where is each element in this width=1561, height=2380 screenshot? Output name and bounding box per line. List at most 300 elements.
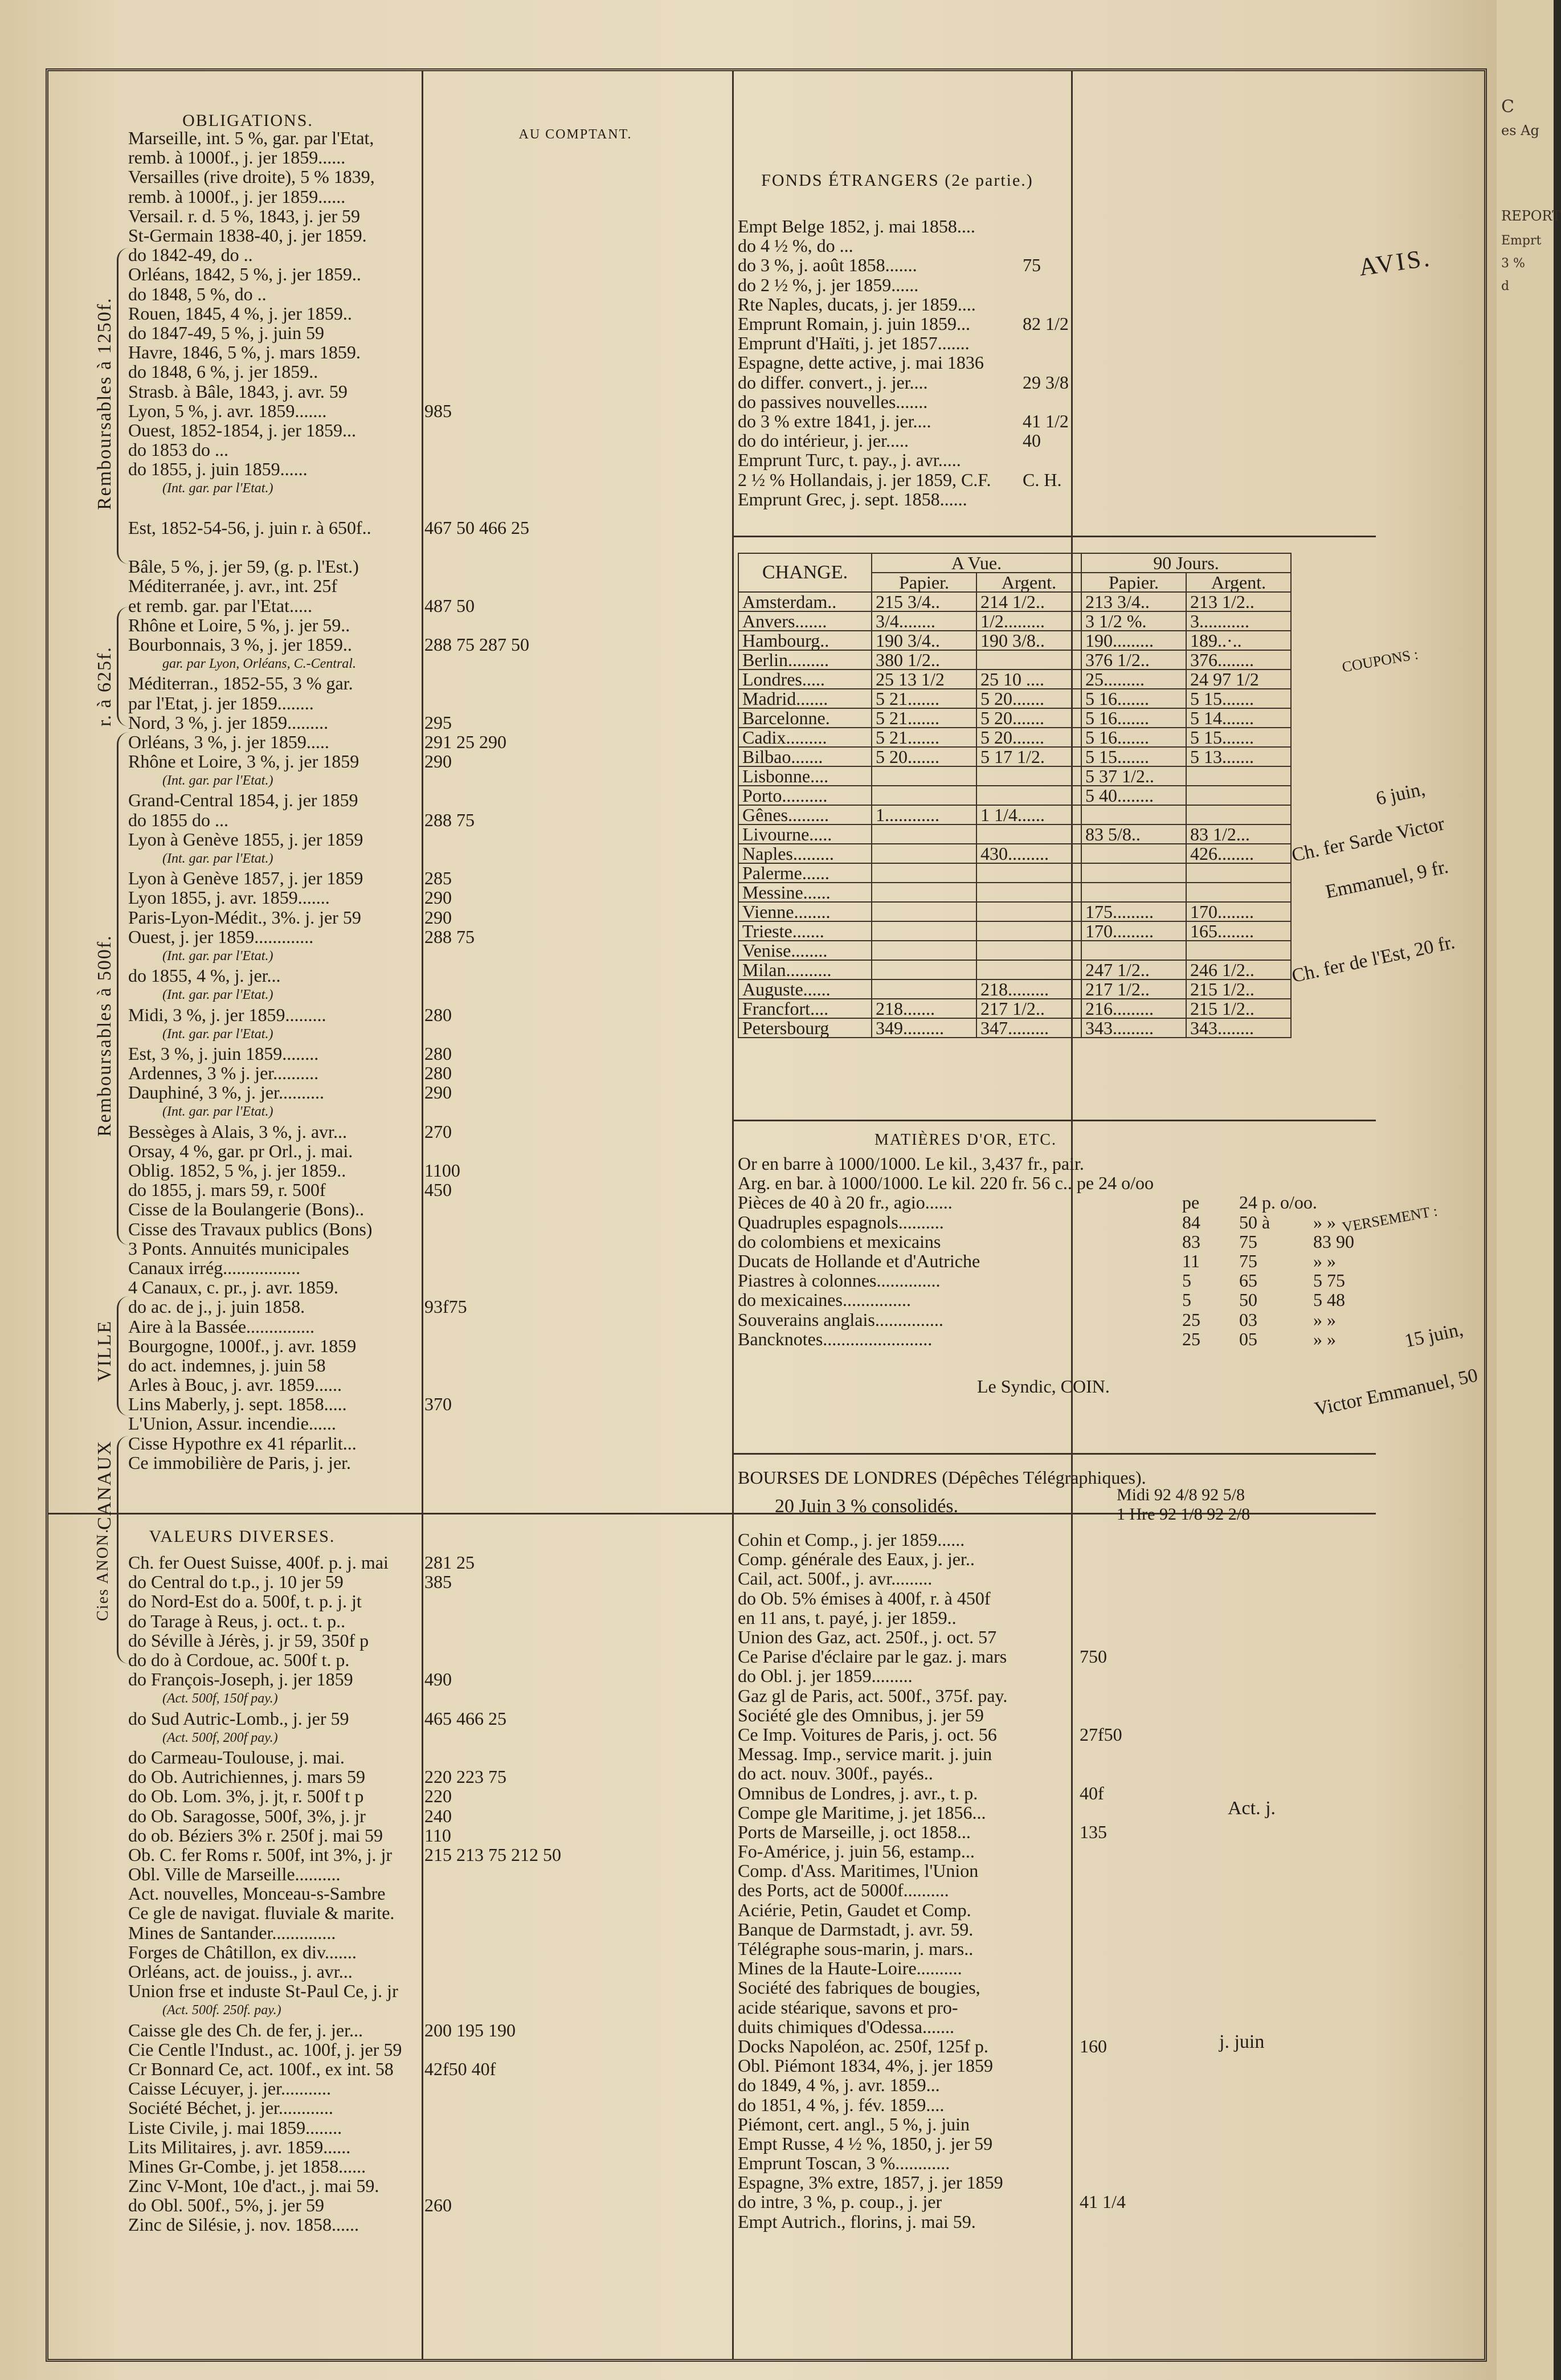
row-label: Ch. fer Ouest Suisse, 400f. p. j. mai bbox=[128, 1552, 389, 1573]
row-label: Bâle, 5 %, j. jer 59, (g. p. l'Est.) bbox=[128, 556, 359, 577]
row-label: Cisse des Travaux publics (Bons) bbox=[128, 1218, 373, 1239]
obligation-row bbox=[128, 206, 732, 226]
matiere-cell: 25 bbox=[1182, 1309, 1200, 1330]
row-label: Lyon à Genève 1857, j. jer 1859 bbox=[128, 868, 363, 889]
row-label: Empt Autrich., florins, j. mai 59. bbox=[738, 2211, 976, 2232]
fonds-row bbox=[738, 431, 1091, 450]
au-comptant-header: AU COMPTANT. bbox=[518, 127, 632, 142]
avis-title: AVIS. bbox=[1357, 243, 1433, 281]
row-label: Bourbonnais, 3 %, j. jer 1859.. bbox=[128, 634, 352, 655]
row-label: des Ports, act de 5000f.......... bbox=[738, 1880, 949, 1901]
row-label: do 1847-49, 5 %, j. juin 59 bbox=[128, 322, 324, 343]
row-label: Ce gle de navigat. fluviale & marite. bbox=[128, 1903, 395, 1924]
change-rate: 5 21....... bbox=[872, 728, 976, 747]
change-rate: 215 3/4.. bbox=[872, 592, 976, 611]
change-row bbox=[738, 708, 1291, 728]
row-price: 160 bbox=[1080, 2035, 1107, 2056]
row-label: (Int. gar. par l'Etat.) bbox=[162, 987, 273, 1003]
matiere-row bbox=[738, 1290, 1364, 1309]
matiere-cell: 03 bbox=[1239, 1309, 1257, 1330]
fonds-etrangers-list bbox=[738, 217, 1091, 509]
divers-row bbox=[738, 1978, 1364, 1997]
row-label: Cohin et Comp., j. jer 1859...... bbox=[738, 1529, 965, 1550]
row-label: Marseille, int. 5 %, gar. par l'Etat, bbox=[128, 128, 374, 149]
row-label: Caisse Lécuyer, j. jer........... bbox=[128, 2078, 331, 2099]
row-label: acide stéarique, savons et pro- bbox=[738, 1997, 958, 2018]
row-price: 220 bbox=[424, 1786, 452, 1807]
change-rate: 5 17 1/2. bbox=[976, 747, 1081, 766]
change-rate: 190 3/8.. bbox=[976, 631, 1081, 650]
argent-header: Argent. bbox=[976, 573, 1081, 592]
change-rate: 247 1/2.. bbox=[1081, 960, 1186, 979]
row-price: 1100 bbox=[424, 1160, 460, 1181]
row-label: do Ob. 5% émises à 400f, r. à 450f bbox=[738, 1587, 991, 1609]
matiere-cell: 05 bbox=[1239, 1328, 1257, 1349]
row-label: do do à Cordoue, ac. 500f t. p. bbox=[128, 1650, 350, 1671]
obligation-row bbox=[128, 187, 732, 206]
obligation-row bbox=[128, 673, 732, 693]
change-rate: 426........ bbox=[1186, 844, 1291, 863]
adjacent-page-strip bbox=[1497, 0, 1561, 2380]
change-rate: 214 1/2.. bbox=[976, 592, 1081, 611]
valeur-row bbox=[128, 1728, 732, 1748]
change-rate bbox=[976, 902, 1081, 921]
change-rate: 5 20....... bbox=[976, 728, 1081, 747]
change-city: Berlin......... bbox=[738, 650, 872, 669]
row-price: 288 75 bbox=[424, 926, 475, 947]
matieres-list bbox=[738, 1154, 1364, 1349]
obligation-row bbox=[128, 1336, 732, 1356]
row-price: 985 bbox=[424, 400, 452, 421]
row-label: do act. indemnes, j. juin 58 bbox=[128, 1354, 326, 1375]
change-row bbox=[738, 960, 1291, 979]
row-label: Emprunt Grec, j. sept. 1858...... bbox=[738, 488, 967, 509]
bourses-1h: 1 Hre 92 1/8 92 2/8 bbox=[1117, 1505, 1251, 1524]
row-label: Ce immobilière de Paris, j. jer. bbox=[128, 1452, 352, 1473]
obligation-row bbox=[128, 732, 732, 752]
row-label: Ce Imp. Voitures de Paris, j. oct. 56 bbox=[738, 1724, 997, 1745]
valeur-row bbox=[128, 2079, 732, 2098]
change-rate bbox=[872, 883, 976, 902]
row-label: Rte Naples, ducats, j. jer 1859.... bbox=[738, 293, 976, 315]
obligation-row bbox=[128, 1044, 732, 1063]
brace bbox=[117, 1296, 129, 1416]
versement-date: 15 juin, bbox=[1403, 1318, 1465, 1352]
column-divider bbox=[732, 71, 734, 2359]
change-row bbox=[738, 650, 1291, 669]
cies-anon-label: Cies ANON. bbox=[94, 1528, 112, 1621]
row-label: (Int. gar. par l'Etat.) bbox=[162, 773, 273, 789]
quotation-frame bbox=[46, 68, 1487, 2362]
divers-row bbox=[738, 1666, 1364, 1685]
row-label: Société Béchet, j. jer............ bbox=[128, 2097, 333, 2118]
change-city: Auguste...... bbox=[738, 979, 872, 999]
obligation-row bbox=[128, 499, 732, 518]
row-label: Rouen, 1845, 4 %, j. jer 1859.. bbox=[128, 303, 352, 324]
matiere-row bbox=[738, 1251, 1364, 1271]
change-rate: 218....... bbox=[872, 999, 976, 1018]
matiere-row bbox=[738, 1329, 1364, 1349]
row-label: Orléans, 3 %, j. jer 1859..... bbox=[128, 731, 329, 752]
row-label: Lyon à Genève 1855, j. jer 1859 bbox=[128, 828, 363, 850]
row-label: 2 ½ % Hollandais, j. jer 1859, C.F. bbox=[738, 469, 991, 490]
matiere-cell: 83 90 bbox=[1313, 1231, 1354, 1252]
row-label: Mines de la Haute-Loire.......... bbox=[738, 1958, 962, 1979]
obligation-row bbox=[128, 1063, 732, 1083]
obligation-row bbox=[128, 557, 732, 576]
row-label: remb. à 1000f., j. jer 1859...... bbox=[128, 186, 346, 207]
row-label: Aciérie, Petin, Gaudet et Comp. bbox=[738, 1899, 971, 1920]
valeur-row bbox=[128, 1962, 732, 1981]
row-label: do Sud Autric-Lomb., j. jer 59 bbox=[128, 1708, 349, 1729]
row-label: L'Union, Assur. incendie...... bbox=[128, 1413, 336, 1434]
divers-row bbox=[738, 2036, 1364, 2056]
matiere-cell: 5 75 bbox=[1313, 1270, 1345, 1291]
change-row bbox=[738, 592, 1291, 611]
change-rate bbox=[1186, 805, 1291, 824]
versement-label: VERSEMENT : bbox=[1341, 1202, 1439, 1236]
row-price: 200 195 190 bbox=[424, 2019, 516, 2040]
matiere-cell: » » bbox=[1313, 1328, 1336, 1349]
change-rate: 5 20....... bbox=[872, 747, 976, 766]
change-rate: 24 97 1/2 bbox=[1186, 669, 1291, 689]
divers-row bbox=[738, 2134, 1364, 2153]
change-rate: 246 1/2.. bbox=[1186, 960, 1291, 979]
row-label: Espagne, 3% extre, 1857, j. jer 1859 bbox=[738, 2172, 1003, 2193]
valeur-row bbox=[128, 1786, 732, 1806]
change-row bbox=[738, 883, 1291, 902]
obligation-row bbox=[128, 1277, 732, 1297]
matiere-cell: 25 bbox=[1182, 1328, 1200, 1349]
coupons-label: COUPONS : bbox=[1341, 646, 1420, 676]
change-rate: 5 13....... bbox=[1186, 747, 1291, 766]
matiere-cell: Bancknotes........................ bbox=[738, 1328, 933, 1349]
change-rate: 5 16....... bbox=[1081, 708, 1186, 728]
matiere-cell: 75 bbox=[1239, 1231, 1257, 1252]
row-price: 75 bbox=[1023, 255, 1041, 276]
row-label: do 1855 do ... bbox=[128, 809, 228, 830]
divers-row bbox=[738, 2114, 1364, 2134]
change-city: Livourne..... bbox=[738, 824, 872, 844]
syndic-signature: Le Syndic, COIN. bbox=[977, 1376, 1110, 1397]
row-price: 290 bbox=[424, 751, 452, 772]
row-price: 750 bbox=[1080, 1646, 1107, 1667]
change-city: Anvers....... bbox=[738, 611, 872, 631]
row-price: 385 bbox=[424, 1571, 452, 1593]
bourses-midi: Midi 92 4/8 92 5/8 bbox=[1117, 1485, 1245, 1504]
row-price: 40f bbox=[1080, 1782, 1104, 1803]
obligation-row bbox=[128, 927, 732, 946]
row-label: Ports de Marseille, j. oct 1858... bbox=[738, 1821, 971, 1842]
obligation-row bbox=[128, 1297, 732, 1316]
row-label: Lits Militaires, j. avr. 1859...... bbox=[128, 2136, 351, 2157]
row-label: Rhône et Loire, 3 %, j. jer 1859 bbox=[128, 751, 359, 772]
change-rate: 217 1/2.. bbox=[976, 999, 1081, 1018]
divers-row bbox=[738, 2095, 1364, 2114]
change-rate: 5 37 1/2.. bbox=[1081, 766, 1186, 786]
matiere-cell: Arg. en bar. à 1000/1000. Le kil. 220 fr. 56 c.. pe 24 o/oo bbox=[738, 1173, 1154, 1194]
obligation-row bbox=[128, 985, 732, 1005]
row-label: Versailles (rive droite), 5 % 1839, bbox=[128, 166, 375, 187]
row-label: (Int. gar. par l'Etat.) bbox=[162, 481, 273, 496]
obligation-row bbox=[128, 148, 732, 167]
matiere-cell: 75 bbox=[1239, 1251, 1257, 1272]
valeur-row bbox=[128, 2195, 732, 2215]
change-rate: 215 1/2.. bbox=[1186, 999, 1291, 1018]
row-price: 135 bbox=[1080, 1821, 1107, 1842]
divers-row bbox=[738, 2173, 1364, 2192]
obligation-row bbox=[128, 868, 732, 888]
change-title: CHANGE. bbox=[738, 553, 872, 592]
change-city: Trieste....... bbox=[738, 921, 872, 941]
bourses-consolides: 20 Juin 3 % consolidés. bbox=[775, 1496, 959, 1517]
change-rate: 216......... bbox=[1081, 999, 1186, 1018]
row-label: Union des Gaz, act. 250f., j. oct. 57 bbox=[738, 1627, 997, 1648]
row-label: Mines Gr-Combe, j. jet 1858...... bbox=[128, 2156, 366, 2177]
divers-row bbox=[738, 1627, 1364, 1647]
change-rate: 215 1/2.. bbox=[1186, 979, 1291, 999]
row-label: (Act. 500f, 200f pay.) bbox=[162, 1730, 278, 1745]
row-label: Aire à la Bassée............... bbox=[128, 1316, 315, 1337]
matiere-cell: » » bbox=[1313, 1211, 1336, 1232]
obligation-row bbox=[128, 752, 732, 771]
row-label: do 3 % extre 1841, j. jer.... bbox=[738, 410, 931, 431]
row-label: do Tarage à Reus, j. oct.. t. p.. bbox=[128, 1610, 346, 1631]
change-rate: 83 1/2... bbox=[1186, 824, 1291, 844]
row-label: do Ob. Lom. 3%, j. jt, r. 500f t p bbox=[128, 1786, 364, 1807]
change-row bbox=[738, 786, 1291, 805]
valeur-row bbox=[128, 2137, 732, 2157]
change-rate bbox=[976, 786, 1081, 805]
row-label: Obl. Piémont 1834, 4%, j. jer 1859 bbox=[738, 2055, 993, 2076]
row-label: Docks Napoléon, ac. 250f, 125f p. bbox=[738, 2035, 988, 2056]
fonds-row bbox=[738, 295, 1091, 314]
papier-header: Papier. bbox=[1081, 573, 1186, 592]
matiere-row bbox=[738, 1193, 1364, 1212]
valeur-row bbox=[128, 2001, 732, 2020]
row-price: 487 50 bbox=[424, 595, 475, 616]
change-city: Messine...... bbox=[738, 883, 872, 902]
valeur-row bbox=[128, 1689, 732, 1708]
obligation-row bbox=[128, 1024, 732, 1044]
row-label: Rhône et Loire, 5 %, j. jer 59.. bbox=[128, 614, 350, 635]
obligation-row bbox=[128, 245, 732, 264]
row-price: 93f75 bbox=[424, 1296, 467, 1317]
bourses-londres-title: BOURSES DE LONDRES (Dépêches Télégraphiques). bbox=[738, 1467, 1146, 1488]
row-label: Havre, 1846, 5 %, j. mars 1859. bbox=[128, 342, 361, 363]
row-label: Piémont, cert. angl., 5 %, j. juin bbox=[738, 2113, 970, 2134]
change-row bbox=[738, 979, 1291, 999]
divers-row bbox=[738, 1589, 1364, 1608]
change-rate: 213 3/4.. bbox=[1081, 592, 1186, 611]
row-label: do Séville à Jérès, j. jr 59, 350f p bbox=[128, 1630, 369, 1651]
change-rate bbox=[1186, 941, 1291, 960]
row-price: 490 bbox=[424, 1669, 452, 1690]
row-label: Obl. Ville de Marseille.......... bbox=[128, 1864, 341, 1885]
brace bbox=[117, 732, 129, 1245]
change-rate: 5 14....... bbox=[1186, 708, 1291, 728]
matiere-cell: pe bbox=[1182, 1192, 1200, 1213]
papier-header: Papier. bbox=[872, 573, 976, 592]
row-price: 220 223 75 bbox=[424, 1766, 506, 1787]
change-rate: 347......... bbox=[976, 1018, 1081, 1038]
row-label: par l'Etat, j. jer 1859........ bbox=[128, 692, 314, 713]
obligation-row bbox=[128, 362, 732, 381]
obligation-row bbox=[128, 596, 732, 615]
section-divider bbox=[732, 1453, 1376, 1455]
row-label: do ac. de j., j. juin 1858. bbox=[128, 1296, 305, 1317]
row-label: 4 Canaux, c. pr., j. avr. 1859. bbox=[128, 1277, 338, 1298]
divers-row bbox=[738, 1920, 1364, 1939]
row-label: Emprunt Toscan, 3 %............ bbox=[738, 2153, 950, 2174]
change-rate: 5 16....... bbox=[1081, 689, 1186, 708]
matiere-cell: do colombiens et mexicains bbox=[738, 1231, 941, 1252]
change-rate: 5 21....... bbox=[872, 708, 976, 728]
divers-row bbox=[738, 1763, 1364, 1783]
change-rate: 25 13 1/2 bbox=[872, 669, 976, 689]
change-rate bbox=[872, 902, 976, 921]
change-table bbox=[738, 553, 1292, 1038]
row-price: 450 bbox=[424, 1179, 452, 1201]
fonds-row bbox=[738, 450, 1091, 470]
obligation-row bbox=[128, 615, 732, 635]
change-rate: 165........ bbox=[1186, 921, 1291, 941]
obligation-row bbox=[128, 1180, 732, 1199]
row-label: Télégraphe sous-marin, j. mars.. bbox=[738, 1938, 974, 1959]
fonds-row bbox=[738, 411, 1091, 431]
change-row bbox=[738, 844, 1291, 863]
coupon-sarde: Ch. fer Sarde Victor bbox=[1290, 813, 1446, 866]
obligation-row bbox=[128, 323, 732, 342]
act-j-note: Act. j. bbox=[1228, 1798, 1276, 1819]
change-rate bbox=[872, 921, 976, 941]
change-rate bbox=[976, 824, 1081, 844]
valeur-row bbox=[128, 1611, 732, 1631]
matiere-cell: 11 bbox=[1182, 1251, 1200, 1272]
change-row bbox=[738, 611, 1291, 631]
divers-row bbox=[738, 1861, 1364, 1880]
obligation-row bbox=[128, 421, 732, 440]
matiere-row bbox=[738, 1173, 1364, 1193]
change-rate bbox=[1081, 805, 1186, 824]
row-price: 290 bbox=[424, 887, 452, 908]
change-city: Barcelonne. bbox=[738, 708, 872, 728]
change-rate bbox=[1081, 863, 1186, 883]
adjacent-page-text: d bbox=[1501, 279, 1510, 293]
valeur-row bbox=[128, 2215, 732, 2234]
fonds-row bbox=[738, 217, 1091, 236]
canaux-label: CANAUX bbox=[94, 1440, 115, 1530]
row-price: 285 bbox=[424, 868, 452, 889]
change-rate: 25 10 .... bbox=[976, 669, 1081, 689]
valeur-row bbox=[128, 2059, 732, 2079]
valeurs-diverses-list bbox=[128, 1553, 732, 2235]
fonds-row bbox=[738, 373, 1091, 392]
row-label: Union frse et induste St-Paul Ce, j. jr bbox=[128, 1981, 398, 2002]
obligation-row bbox=[128, 1141, 732, 1161]
change-rate bbox=[872, 844, 976, 863]
obligation-row bbox=[128, 1239, 732, 1258]
change-city: Palerme...... bbox=[738, 863, 872, 883]
adjacent-page-text: REPORT bbox=[1501, 208, 1561, 224]
fonds-row bbox=[738, 353, 1091, 372]
divers-row bbox=[738, 2017, 1364, 2036]
row-price: 110 bbox=[424, 1824, 451, 1846]
obligations-list bbox=[128, 128, 732, 1472]
divers-row bbox=[738, 1822, 1364, 1842]
change-row bbox=[738, 941, 1291, 960]
row-label: Versail. r. d. 5 %, 1843, j. jer 59 bbox=[128, 205, 361, 226]
obligation-row bbox=[128, 576, 732, 595]
row-label: Fo-Américe, j. juin 56, estamp... bbox=[738, 1841, 975, 1862]
row-label: do Nord-Est do a. 500f, t. p. j. jt bbox=[128, 1591, 362, 1612]
valeur-row bbox=[128, 1748, 732, 1767]
obligation-row bbox=[128, 849, 732, 868]
row-label: Midi, 3 %, j. jer 1859......... bbox=[128, 1004, 326, 1025]
obligation-row bbox=[128, 226, 732, 245]
row-label: Nord, 3 %, j. jer 1859......... bbox=[128, 712, 329, 733]
valeur-row bbox=[128, 2098, 732, 2117]
obligation-row bbox=[128, 1414, 732, 1433]
row-label: do 2 ½ %, j. jer 1859...... bbox=[738, 274, 919, 295]
change-rate: 349......... bbox=[872, 1018, 976, 1038]
valeur-row bbox=[128, 2117, 732, 2137]
row-label: Empt Belge 1852, j. mai 1858.... bbox=[738, 216, 975, 237]
valeur-row bbox=[128, 1884, 732, 1903]
change-city: Cadix......... bbox=[738, 728, 872, 747]
change-rate bbox=[976, 883, 1081, 902]
change-rate: 1............ bbox=[872, 805, 976, 824]
change-city: Milan.......... bbox=[738, 960, 872, 979]
obligation-row bbox=[128, 167, 732, 186]
row-label: Grand-Central 1854, j. jer 1859 bbox=[128, 790, 358, 811]
row-label: (Act. 500f. 250f. pay.) bbox=[162, 2003, 281, 2018]
row-label: Est, 1852-54-56, j. juin r. à 650f.. bbox=[128, 517, 371, 538]
matiere-cell: 5 48 bbox=[1313, 1289, 1345, 1311]
matiere-cell: 83 bbox=[1182, 1231, 1200, 1252]
change-rate bbox=[976, 960, 1081, 979]
jours-90-header: 90 Jours. bbox=[1081, 553, 1291, 573]
row-label: Cr Bonnard Ce, act. 100f., ex int. 58 bbox=[128, 2058, 394, 2079]
row-label: Zinc V-Mont, 10e d'act., j. mai 59. bbox=[128, 2175, 379, 2197]
row-label: Strasb. à Bâle, 1843, j. avr. 59 bbox=[128, 381, 348, 402]
change-rate: 170........ bbox=[1186, 902, 1291, 921]
row-label: Emprunt Romain, j. juin 1859... bbox=[738, 313, 970, 334]
brace bbox=[117, 607, 129, 726]
row-price: 291 25 290 bbox=[424, 731, 506, 752]
change-rate bbox=[872, 786, 976, 805]
row-label: Cie Centle l'Indust., ac. 100f, j. jer 59 bbox=[128, 2039, 402, 2060]
obligation-row bbox=[128, 790, 732, 810]
row-label: do ob. Béziers 3% r. 250f j. mai 59 bbox=[128, 1824, 383, 1846]
row-price: 465 466 25 bbox=[424, 1708, 506, 1729]
change-rate: 5 16....... bbox=[1081, 728, 1186, 747]
matiere-cell: Or en barre à 1000/1000. Le kil., 3,437 fr., pair. bbox=[738, 1153, 1084, 1174]
change-rate: 5 15....... bbox=[1186, 728, 1291, 747]
row-label: Méditerranée, j. avr., int. 25f bbox=[128, 575, 337, 597]
row-label: Emprunt d'Haïti, j. jet 1857....... bbox=[738, 333, 970, 354]
change-city: Venise........ bbox=[738, 941, 872, 960]
row-price: C. H. bbox=[1023, 469, 1062, 490]
row-price: 280 bbox=[424, 1063, 452, 1084]
change-rate bbox=[976, 941, 1081, 960]
obligation-row bbox=[128, 342, 732, 362]
change-rate bbox=[1186, 766, 1291, 786]
row-label: Caisse gle des Ch. de fer, j. jer... bbox=[128, 2019, 363, 2040]
matiere-cell: » » bbox=[1313, 1309, 1336, 1330]
obligation-row bbox=[128, 1005, 732, 1024]
change-rate: 430......... bbox=[976, 844, 1081, 863]
